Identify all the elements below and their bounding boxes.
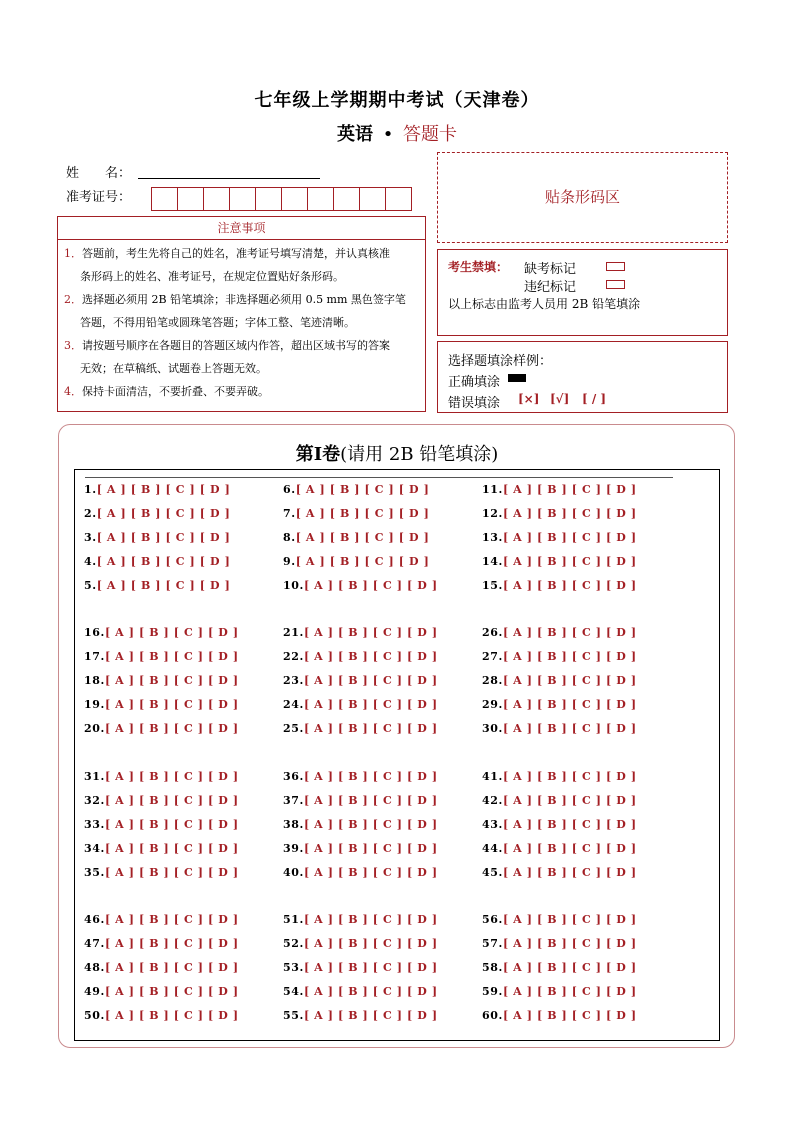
question-item[interactable] xyxy=(283,674,438,687)
note-text: 条形码上的姓名、准考证号，在规定位置贴好条形码。 xyxy=(80,270,344,283)
question-number: 59. xyxy=(482,985,503,998)
answer-options[interactable]: [ A ] [ B ] [ C ] [ D ] xyxy=(303,698,438,711)
card-subtitle xyxy=(0,120,794,146)
question-item[interactable] xyxy=(84,818,239,831)
question-number: 7. xyxy=(283,507,296,520)
correct-fill-label: 正确填涂 xyxy=(448,375,501,390)
answer-options[interactable]: [ A ] [ B ] [ C ] [ D ] xyxy=(104,770,239,783)
question-item[interactable] xyxy=(283,937,438,950)
question-item[interactable] xyxy=(482,650,637,663)
answer-options[interactable]: [ A ] [ B ] [ C ] [ D ] xyxy=(295,507,430,520)
absent-label: 缺考标记 xyxy=(524,262,577,277)
answer-options[interactable]: [ A ] [ B ] [ C ] [ D ] xyxy=(104,913,239,926)
question-number: 22. xyxy=(283,650,304,663)
question-number: 48. xyxy=(84,961,105,974)
question-number: 58. xyxy=(482,961,503,974)
question-number: 24. xyxy=(283,698,304,711)
question-item[interactable] xyxy=(84,483,230,496)
answer-options[interactable]: [ A ] [ B ] [ C ] [ D ] xyxy=(502,985,637,998)
question-item[interactable] xyxy=(84,794,239,807)
note-text: 答题，不得用铅笔或圆珠笔答题；字体工整、笔迹清晰。 xyxy=(80,316,355,329)
question-number: 38. xyxy=(283,818,304,831)
question-item[interactable] xyxy=(84,937,239,950)
question-item[interactable] xyxy=(84,985,239,998)
question-item[interactable] xyxy=(84,866,239,879)
question-number: 2. xyxy=(84,507,97,520)
answer-options[interactable]: [ A ] [ B ] [ C ] [ D ] xyxy=(104,1009,239,1022)
question-item[interactable] xyxy=(482,698,637,711)
answer-options[interactable]: [ A ] [ B ] [ C ] [ D ] xyxy=(104,937,239,950)
question-number: 54. xyxy=(283,985,304,998)
question-item[interactable] xyxy=(283,770,438,783)
id-digit-box[interactable] xyxy=(229,187,256,211)
question-item[interactable] xyxy=(482,626,637,639)
note-item xyxy=(64,242,424,288)
wrong-mark-slash: [ / ] xyxy=(582,392,607,406)
question-number: 29. xyxy=(482,698,503,711)
id-label: 准考证号： xyxy=(66,190,132,205)
name-label: 姓 名： xyxy=(66,166,132,181)
answer-options[interactable]: [ A ] [ B ] [ C ] [ D ] xyxy=(502,650,637,663)
question-number: 19. xyxy=(84,698,105,711)
question-number: 8. xyxy=(283,531,296,544)
note-number: 1． xyxy=(64,247,82,260)
question-number: 9. xyxy=(283,555,296,568)
question-item[interactable] xyxy=(283,985,438,998)
question-number: 35. xyxy=(84,866,105,879)
question-number: 33. xyxy=(84,818,105,831)
answer-options[interactable]: [ A ] [ B ] [ C ] [ D ] xyxy=(303,866,438,879)
answer-options[interactable]: [ A ] [ B ] [ C ] [ D ] xyxy=(104,794,239,807)
question-number: 36. xyxy=(283,770,304,783)
question-number: 32. xyxy=(84,794,105,807)
question-item[interactable] xyxy=(482,531,637,544)
section-title xyxy=(0,440,794,466)
answer-options[interactable]: [ A ] [ B ] [ C ] [ D ] xyxy=(502,1009,637,1022)
wrong-fill-label: 错误填涂 xyxy=(448,396,501,411)
question-item[interactable] xyxy=(482,842,637,855)
question-number: 1. xyxy=(84,483,97,496)
answer-options[interactable]: [ A ] [ B ] [ C ] [ D ] xyxy=(502,507,637,520)
answer-options[interactable]: [ A ] [ B ] [ C ] [ D ] xyxy=(502,818,637,831)
question-item[interactable] xyxy=(482,961,637,974)
question-number: 25. xyxy=(283,722,304,735)
question-item[interactable] xyxy=(283,698,438,711)
forbidden-title: 考生禁填： xyxy=(448,260,509,274)
question-number: 31. xyxy=(84,770,105,783)
id-digit-box[interactable] xyxy=(359,187,386,211)
answer-options[interactable]: [ A ] [ B ] [ C ] [ D ] xyxy=(104,650,239,663)
question-number: 42. xyxy=(482,794,503,807)
answer-options[interactable]: [ A ] [ B ] [ C ] [ D ] xyxy=(96,483,231,496)
question-item[interactable] xyxy=(84,722,239,735)
question-item[interactable] xyxy=(84,579,230,592)
barcode-area xyxy=(437,152,728,243)
answer-options[interactable]: [ A ] [ B ] [ C ] [ D ] xyxy=(502,626,637,639)
answer-options[interactable]: [ A ] [ B ] [ C ] [ D ] xyxy=(303,937,438,950)
answer-options[interactable]: [ A ] [ B ] [ C ] [ D ] xyxy=(295,531,430,544)
question-item[interactable] xyxy=(84,698,239,711)
question-number: 5. xyxy=(84,579,97,592)
question-item[interactable] xyxy=(84,555,230,568)
answer-options[interactable]: [ A ] [ B ] [ C ] [ D ] xyxy=(303,722,438,735)
answer-options[interactable]: [ A ] [ B ] [ C ] [ D ] xyxy=(303,794,438,807)
note-text: 保持卡面清洁，不要折叠、不要弄破。 xyxy=(82,385,269,398)
answer-options[interactable]: [ A ] [ B ] [ C ] [ D ] xyxy=(104,866,239,879)
answer-options[interactable]: [ A ] [ B ] [ C ] [ D ] xyxy=(104,961,239,974)
answer-options[interactable]: [ A ] [ B ] [ C ] [ D ] xyxy=(295,483,430,496)
id-digit-box[interactable] xyxy=(203,187,230,211)
fill-example-panel xyxy=(437,341,728,413)
question-number: 14. xyxy=(482,555,503,568)
question-item[interactable] xyxy=(283,794,438,807)
question-item[interactable] xyxy=(482,1009,637,1022)
question-number: 34. xyxy=(84,842,105,855)
notes-heading: 注意事项 xyxy=(58,217,425,240)
question-number: 28. xyxy=(482,674,503,687)
question-number: 43. xyxy=(482,818,503,831)
answer-options[interactable]: [ A ] [ B ] [ C ] [ D ] xyxy=(104,626,239,639)
question-number: 47. xyxy=(84,937,105,950)
id-digit-box[interactable] xyxy=(281,187,308,211)
question-number: 20. xyxy=(84,722,105,735)
question-item[interactable] xyxy=(84,961,239,974)
answer-options[interactable]: [ A ] [ B ] [ C ] [ D ] xyxy=(303,985,438,998)
answer-options[interactable]: [ A ] [ B ] [ C ] [ D ] xyxy=(502,937,637,950)
violation-mark-box[interactable] xyxy=(606,280,625,289)
question-number: 16. xyxy=(84,626,105,639)
question-item[interactable] xyxy=(482,794,637,807)
question-item[interactable] xyxy=(482,985,637,998)
absent-mark-box[interactable] xyxy=(606,262,625,271)
answer-options[interactable]: [ A ] [ B ] [ C ] [ D ] xyxy=(303,626,438,639)
question-number: 6. xyxy=(283,483,296,496)
answer-options[interactable]: [ A ] [ B ] [ C ] [ D ] xyxy=(502,961,637,974)
question-number: 60. xyxy=(482,1009,503,1022)
answer-options[interactable]: [ A ] [ B ] [ C ] [ D ] xyxy=(303,913,438,926)
question-number: 57. xyxy=(482,937,503,950)
question-number: 56. xyxy=(482,913,503,926)
question-item[interactable] xyxy=(482,722,637,735)
question-number: 4. xyxy=(84,555,97,568)
question-item[interactable] xyxy=(283,1009,438,1022)
question-number: 46. xyxy=(84,913,105,926)
question-item[interactable] xyxy=(283,579,438,592)
question-item[interactable] xyxy=(482,866,637,879)
question-item[interactable] xyxy=(283,842,438,855)
question-item[interactable] xyxy=(84,842,239,855)
question-number: 15. xyxy=(482,579,503,592)
question-item[interactable] xyxy=(283,722,438,735)
question-item[interactable] xyxy=(84,626,239,639)
answer-options[interactable]: [ A ] [ B ] [ C ] [ D ] xyxy=(303,961,438,974)
question-item[interactable] xyxy=(84,650,239,663)
answer-options[interactable]: [ A ] [ B ] [ C ] [ D ] xyxy=(96,555,231,568)
question-item[interactable] xyxy=(482,555,637,568)
answer-options[interactable]: [ A ] [ B ] [ C ] [ D ] xyxy=(502,913,637,926)
answer-options[interactable]: [ A ] [ B ] [ C ] [ D ] xyxy=(502,794,637,807)
question-number: 45. xyxy=(482,866,503,879)
question-item[interactable] xyxy=(283,555,429,568)
answer-options[interactable]: [ A ] [ B ] [ C ] [ D ] xyxy=(303,842,438,855)
answer-options[interactable]: [ A ] [ B ] [ C ] [ D ] xyxy=(104,818,239,831)
grid-top-rule xyxy=(85,477,673,478)
section-title-bold: 第Ⅰ卷 xyxy=(295,444,341,465)
question-number: 3. xyxy=(84,531,97,544)
answer-options[interactable]: [ A ] [ B ] [ C ] [ D ] xyxy=(104,698,239,711)
question-number: 12. xyxy=(482,507,503,520)
answer-options[interactable]: [ A ] [ B ] [ C ] [ D ] xyxy=(295,555,430,568)
question-number: 13. xyxy=(482,531,503,544)
name-field[interactable] xyxy=(138,178,320,179)
answer-card-label: 答题卡 xyxy=(403,124,458,145)
answer-options[interactable]: [ A ] [ B ] [ C ] [ D ] xyxy=(104,722,239,735)
note-item xyxy=(64,288,424,334)
answer-options[interactable]: [ A ] [ B ] [ C ] [ D ] xyxy=(303,818,438,831)
question-number: 11. xyxy=(482,483,503,496)
question-item[interactable] xyxy=(482,770,637,783)
question-number: 52. xyxy=(283,937,304,950)
question-item[interactable] xyxy=(482,913,637,926)
answer-options[interactable]: [ A ] [ B ] [ C ] [ D ] xyxy=(303,650,438,663)
answer-options[interactable]: [ A ] [ B ] [ C ] [ D ] xyxy=(502,579,637,592)
answer-options[interactable]: [ A ] [ B ] [ C ] [ D ] xyxy=(96,579,231,592)
question-item[interactable] xyxy=(283,650,438,663)
question-item[interactable] xyxy=(283,961,438,974)
question-item[interactable] xyxy=(283,531,429,544)
question-number: 40. xyxy=(283,866,304,879)
note-text: 请按题号顺序在各题目的答题区域内作答，超出区域书写的答案 xyxy=(82,339,390,352)
question-item[interactable] xyxy=(84,770,239,783)
correct-fill-sample xyxy=(508,374,526,382)
note-text: 无效；在草稿纸、试题卷上答题无效。 xyxy=(80,362,267,375)
question-item[interactable] xyxy=(84,674,239,687)
answer-options[interactable]: [ A ] [ B ] [ C ] [ D ] xyxy=(502,698,637,711)
question-item[interactable] xyxy=(84,507,230,520)
question-item[interactable] xyxy=(482,937,637,950)
answer-options[interactable]: [ A ] [ B ] [ C ] [ D ] xyxy=(502,770,637,783)
question-number: 50. xyxy=(84,1009,105,1022)
question-item[interactable] xyxy=(283,913,438,926)
question-number: 51. xyxy=(283,913,304,926)
question-number: 23. xyxy=(283,674,304,687)
question-item[interactable] xyxy=(283,507,429,520)
answer-options[interactable]: [ A ] [ B ] [ C ] [ D ] xyxy=(303,579,438,592)
answer-options[interactable]: [ A ] [ B ] [ C ] [ D ] xyxy=(502,722,637,735)
id-digit-box[interactable] xyxy=(151,187,178,211)
question-item[interactable] xyxy=(482,579,637,592)
forbidden-panel xyxy=(437,249,728,336)
id-digit-box[interactable] xyxy=(255,187,282,211)
question-number: 27. xyxy=(482,650,503,663)
question-number: 30. xyxy=(482,722,503,735)
notes-panel xyxy=(57,216,426,412)
question-number: 18. xyxy=(84,674,105,687)
question-item[interactable] xyxy=(482,483,637,496)
question-number: 49. xyxy=(84,985,105,998)
question-item[interactable] xyxy=(283,818,438,831)
id-number-boxes[interactable] xyxy=(151,187,411,211)
note-item xyxy=(64,380,424,403)
answer-options[interactable]: [ A ] [ B ] [ C ] [ D ] xyxy=(104,985,239,998)
question-number: 39. xyxy=(283,842,304,855)
answer-options[interactable]: [ A ] [ B ] [ C ] [ D ] xyxy=(96,531,231,544)
answer-options[interactable]: [ A ] [ B ] [ C ] [ D ] xyxy=(502,842,637,855)
exam-title: 七年级上学期期中考试（天津卷） xyxy=(254,90,540,111)
question-number: 37. xyxy=(283,794,304,807)
note-text: 选择题必须用 2B 铅笔填涂；非选择题必须用 0.5 mm 黑色签字笔 xyxy=(82,293,406,306)
answer-options[interactable]: [ A ] [ B ] [ C ] [ D ] xyxy=(502,531,637,544)
question-item[interactable] xyxy=(84,1009,239,1022)
question-number: 10. xyxy=(283,579,304,592)
answer-options[interactable]: [ A ] [ B ] [ C ] [ D ] xyxy=(303,770,438,783)
id-digit-box[interactable] xyxy=(385,187,412,211)
wrong-mark-check: [√] xyxy=(550,392,570,406)
note-text: 答题前，考生先将自己的姓名，准考证号填写清楚，并认真核准 xyxy=(82,247,390,260)
answer-options[interactable]: [ A ] [ B ] [ C ] [ D ] xyxy=(502,866,637,879)
answer-options[interactable]: [ A ] [ B ] [ C ] [ D ] xyxy=(502,483,637,496)
question-number: 41. xyxy=(482,770,503,783)
separator-dot: • xyxy=(382,124,394,145)
subject-label: 英语 xyxy=(336,124,373,145)
note-number: 3． xyxy=(64,339,82,352)
question-item[interactable] xyxy=(482,674,637,687)
question-number: 21. xyxy=(283,626,304,639)
id-digit-box[interactable] xyxy=(307,187,334,211)
answer-options[interactable]: [ A ] [ B ] [ C ] [ D ] xyxy=(104,842,239,855)
violation-label: 违纪标记 xyxy=(524,280,577,295)
id-digit-box[interactable] xyxy=(177,187,204,211)
section-title-rest: (请用 2B 铅笔填涂) xyxy=(340,444,499,465)
question-number: 44. xyxy=(482,842,503,855)
answer-options[interactable]: [ A ] [ B ] [ C ] [ D ] xyxy=(303,1009,438,1022)
answer-options[interactable]: [ A ] [ B ] [ C ] [ D ] xyxy=(502,555,637,568)
answer-options[interactable]: [ A ] [ B ] [ C ] [ D ] xyxy=(104,674,239,687)
answer-options[interactable]: [ A ] [ B ] [ C ] [ D ] xyxy=(303,674,438,687)
barcode-label: 贴条形码区 xyxy=(544,188,620,206)
wrong-mark-x: [×] xyxy=(518,392,540,406)
note-number: 2． xyxy=(64,293,82,306)
forbidden-note: 以上标志由监考人员用 2B 铅笔填涂 xyxy=(448,297,641,311)
question-item[interactable] xyxy=(84,531,230,544)
question-item[interactable] xyxy=(283,483,429,496)
question-item[interactable] xyxy=(482,818,637,831)
fill-example-title: 选择题填涂样例： xyxy=(448,354,553,369)
question-number: 53. xyxy=(283,961,304,974)
question-number: 55. xyxy=(283,1009,304,1022)
question-item[interactable] xyxy=(84,913,239,926)
question-item[interactable] xyxy=(482,507,637,520)
note-item xyxy=(64,334,424,380)
question-item[interactable] xyxy=(283,626,438,639)
answer-options[interactable]: [ A ] [ B ] [ C ] [ D ] xyxy=(502,674,637,687)
id-digit-box[interactable] xyxy=(333,187,360,211)
question-number: 17. xyxy=(84,650,105,663)
note-number: 4． xyxy=(64,385,82,398)
question-item[interactable] xyxy=(283,866,438,879)
question-number: 26. xyxy=(482,626,503,639)
answer-options[interactable]: [ A ] [ B ] [ C ] [ D ] xyxy=(96,507,231,520)
